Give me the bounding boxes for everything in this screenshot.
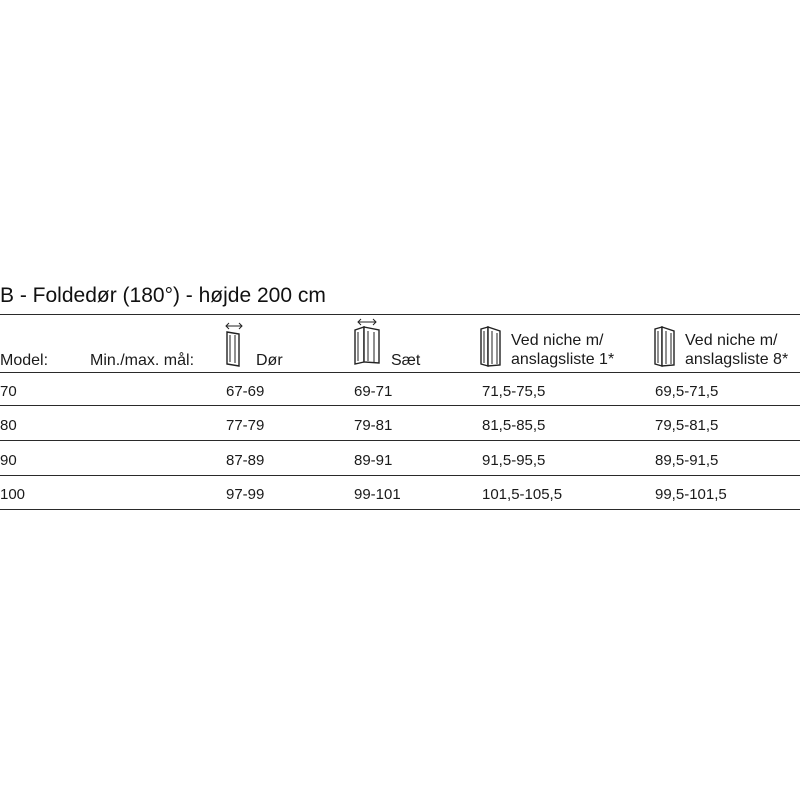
- cell-niche8: 99,5-101,5: [655, 486, 727, 503]
- cell-set: 99-101: [354, 486, 401, 503]
- cell-door: 77-79: [226, 417, 265, 434]
- row-rule: [0, 440, 800, 441]
- header-rule: [0, 372, 800, 373]
- header-niche8-line2: anslagsliste 8*: [685, 351, 789, 368]
- cell-niche8: 69,5-71,5: [655, 383, 719, 400]
- table-bottom-rule: [0, 509, 800, 510]
- shower-set-width-icon: [352, 318, 382, 366]
- row-rule: [0, 475, 800, 476]
- folding-door-width-icon: [223, 322, 245, 368]
- header-model: Model:: [0, 352, 49, 369]
- header-niche1-line2: anslagsliste 1*: [511, 351, 615, 368]
- cell-door: 87-89: [226, 452, 265, 469]
- header-minmax: Min./max. mål:: [90, 352, 195, 369]
- cell-niche1: 71,5-75,5: [482, 383, 546, 400]
- cell-set: 69-71: [354, 383, 393, 400]
- cell-set: 89-91: [354, 452, 393, 469]
- cell-niche1: 101,5-105,5: [482, 486, 563, 503]
- cell-niche8: 79,5-81,5: [655, 417, 719, 434]
- header-niche1-line1: Ved niche m/: [511, 332, 604, 349]
- cell-niche1: 91,5-95,5: [482, 452, 546, 469]
- cell-niche1: 81,5-85,5: [482, 417, 546, 434]
- table-title: B - Foldedør (180°) - højde 200 cm: [0, 284, 326, 307]
- cell-model: 80: [0, 417, 17, 434]
- header-door: Dør: [256, 352, 283, 369]
- cell-set: 79-81: [354, 417, 393, 434]
- header-niche8-line1: Ved niche m/: [685, 332, 778, 349]
- header-set: Sæt: [391, 352, 421, 369]
- cell-model: 90: [0, 452, 17, 469]
- table-top-rule: [0, 314, 800, 315]
- niche-door-icon: [653, 326, 677, 368]
- row-rule: [0, 405, 800, 406]
- niche-door-icon: [479, 326, 503, 368]
- cell-door: 67-69: [226, 383, 265, 400]
- cell-niche8: 89,5-91,5: [655, 452, 719, 469]
- cell-model: 100: [0, 486, 26, 503]
- cell-door: 97-99: [226, 486, 265, 503]
- cell-model: 70: [0, 383, 17, 400]
